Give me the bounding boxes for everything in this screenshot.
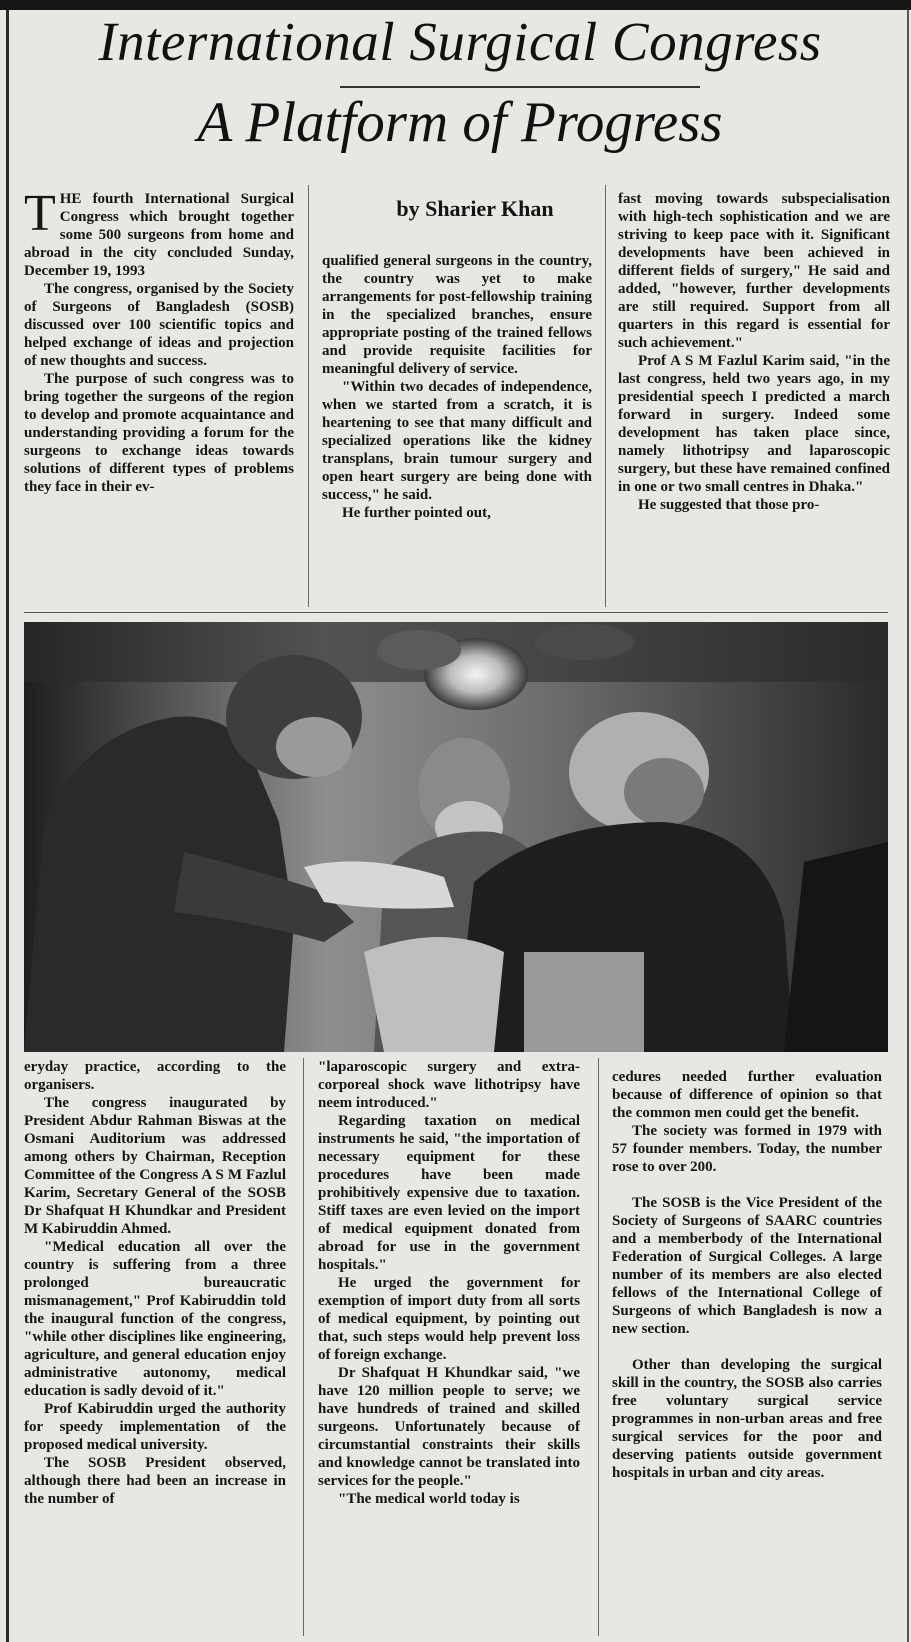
headline-line-2: A Platform of Progress: [197, 91, 723, 154]
top-column-3: [618, 190, 890, 514]
top-col1-para-3: The purpose of such congress was to bring together the surgeons of the region to develop and promote acquaintance and understanding providing a forum for the surgeons to exchange ideas towards solutions of different types of problems they face in their ev-: [24, 371, 294, 495]
top-col3-para-1: fast moving towards subspecialisation with high-tech sophistication and we are striving to keep pace with it. Significant developments have been achieved in different fields of surgery," He said and added, "however, further developments are still required. Support from all quarters in this regard is essential for such achievement.": [618, 191, 890, 351]
top-col2-para-1: qualified general surgeons in the country, the country was yet to make arrangements for post-fellowship training in the specialized branches, ensure appropriate posting of the trained fellows and provide requisite facilities for meaningful delivery of service.: [322, 253, 592, 377]
bottom-col2-para-4: Dr Shafquat H Khundkar said, "we have 120 million people to serve; we have hundreds of trained and skilled surgeons. Unfortunately because of circumstantial constraints their skills and knowledge cannot be translated into services for the people.": [318, 1365, 580, 1489]
headline-line-1: International Surgical Congress: [98, 11, 822, 72]
bottom-col2-para-1: "laparoscopic surgery and extra-corporeal shock wave lithotripsy have neem introduced.": [318, 1059, 580, 1111]
bottom-col1-para-4: Prof Kabiruddin urged the authority for speedy implementation of the proposed medical university.: [24, 1401, 286, 1453]
top-col1-para-1: [24, 185, 294, 280]
bottom-column-3: [612, 1068, 882, 1482]
bottom-col3-para-1: cedures needed further evaluation because of difference of opinion so that the common men could get the benefit.: [612, 1069, 882, 1121]
drop-cap: T: [24, 185, 56, 242]
bottom-column-1: [24, 1058, 286, 1508]
surgery-photo-illustration: [24, 622, 888, 1052]
column-divider: [605, 185, 606, 607]
top-col2-para-2: "Within two decades of independence, when we started from a scratch, it is heartening to see that many difficult and specialized operations like the kidney transplans, brain tumour surgery and open heart surgery are being done with success," he said.: [322, 379, 592, 503]
column-divider: [308, 185, 309, 607]
top-col3-para-2: Prof A S M Fazlul Karim said, "in the last congress, held two years ago, in my presidential speech I predicted a march forward in surgery. Indeed some development has taken place since, namely lithotripsy and laparoscopic surgery, but these have remained confined in one or two small centres in Dhaka.": [618, 353, 890, 495]
bottom-col2-para-2: Regarding taxation on medical instruments he said, "the importation of necessary equipment for these procedures have been made prohibitively expensive due to taxation. Stiff taxes are even levied on the import of medical equipment donated from abroad for use in the government hospitals.": [318, 1113, 580, 1273]
bottom-col3-para-2: The society was formed in 1979 with 57 founder members. Today, the number rose to over 200.: [612, 1123, 882, 1175]
column-divider: [598, 1058, 599, 1636]
top-col2-para-3: He further pointed out,: [342, 505, 491, 521]
bottom-col2-para-5: "The medical world today is: [338, 1491, 520, 1507]
bottom-col1-para-1: eryday practice, according to the organisers.: [24, 1059, 286, 1093]
left-page-edge: [6, 10, 9, 1642]
bottom-col1-para-2: The congress inaugurated by President Abdur Rahman Biswas at the Osmani Auditorium was addressed among others by Chairman, Reception Committee of the Congress A S M Fazlul Karim, Secretary General of the SOSB Dr Shafquat H Khundkar and President M Kabiruddin Ahmed.: [24, 1095, 286, 1237]
bottom-col1-para-5: The SOSB President observed, although there had been an increase in the number of: [24, 1455, 286, 1507]
photo-top-rule: [24, 612, 888, 613]
bottom-col3-para-4: Other than developing the surgical skill in the country, the SOSB also carries free voluntary surgical service programmes in non-urban areas and free surgical services for the poor and deserving patients outside government hospitals in urban and city areas.: [612, 1357, 882, 1481]
top-border: [0, 0, 911, 10]
column-divider: [303, 1058, 304, 1636]
top-col1-para-2: The congress, organised by the Society of Surgeons of Bangladesh (SOSB) discussed over 100 scientific topics and helped exchange of ideas and projection of new thoughts and success.: [24, 281, 294, 369]
bottom-column-2: [318, 1058, 580, 1508]
bottom-col2-para-3: He urged the government for exemption of import duty from all sorts of medical equipment, by pointing out that, such steps would help prevent loss of foreign exchange.: [318, 1275, 580, 1363]
top-col1-para-1-text: HE fourth International Surgical Congress which brought together some 500 surgeons from home and abroad in the city concluded Sunday, December 19, 1993: [24, 191, 294, 279]
surgery-photograph: [24, 622, 888, 1052]
bottom-col3-para-3: The SOSB is the Vice President of the Society of Surgeons of SAARC countries and a memberbody of the International Federation of Surgical Colleges. A large number of its members are also elected fellows of the International College of Surgeons of which Bangladesh is now a new section.: [612, 1195, 882, 1337]
right-page-edge: [907, 10, 909, 1642]
top-column-2: [322, 252, 592, 522]
byline: by Sharier Khan: [396, 196, 554, 221]
top-col3-para-3: He suggested that those pro-: [638, 497, 820, 513]
top-column-1: [24, 185, 294, 496]
bottom-col1-para-3: "Medical education all over the country is suffering from a three prolonged bureaucratic mismanagement," Prof Kabiruddin told the inaugural function of the congress, "while other disciplines like engineering, agriculture, and general education enjoy administrative autonomy, medical education is sadly devoid of it.": [24, 1239, 286, 1399]
headline-rule: [340, 86, 700, 88]
